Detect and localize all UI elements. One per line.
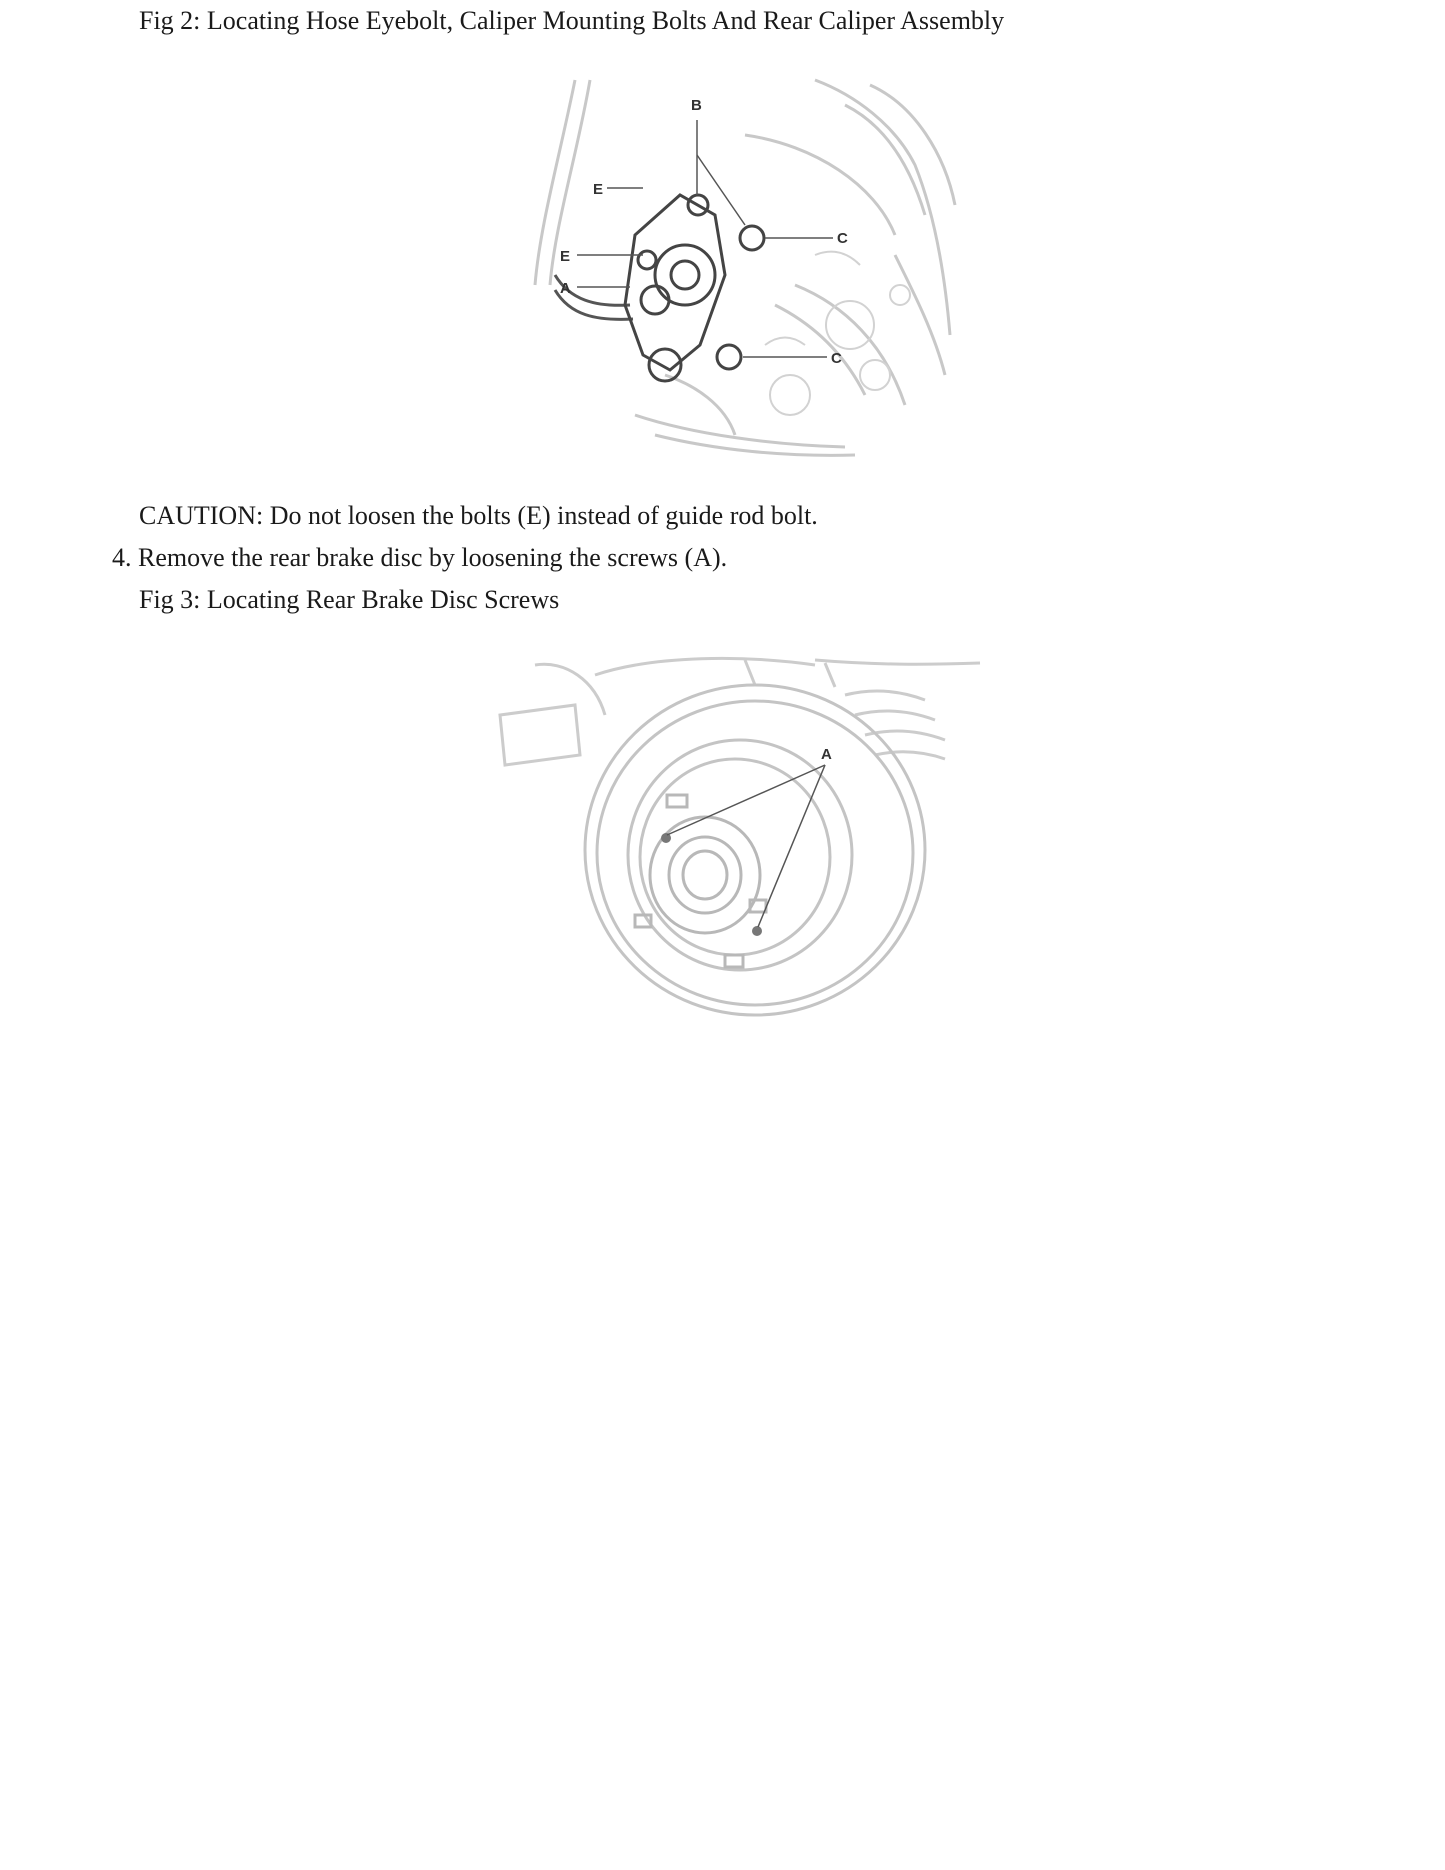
callout-e-upper: E <box>593 181 604 198</box>
caution-note: CAUTION: Do not loosen the bolts (E) instead of guide rod bolt. <box>139 501 818 530</box>
caliper-assembly-drawing <box>515 75 960 460</box>
callout-c-lower: C <box>831 350 842 367</box>
brake-disc-illustration <box>495 655 985 1020</box>
callout-e-lower: E <box>560 248 571 265</box>
callout-a: A <box>560 280 571 297</box>
step-4-instruction: 4. Remove the rear brake disc by loosening the screws (A). <box>112 543 728 572</box>
brake-disc-drawing <box>495 655 985 1020</box>
caliper-assembly-illustration <box>515 75 960 460</box>
callout-a: A <box>821 746 832 763</box>
callout-b: B <box>691 97 702 114</box>
fig3-caption: Fig 3: Locating Rear Brake Disc Screws <box>139 585 560 614</box>
fig2-caption: Fig 2: Locating Hose Eyebolt, Caliper Mounting Bolts And Rear Caliper Assembly <box>139 6 1005 35</box>
callout-c-upper: C <box>837 230 848 247</box>
